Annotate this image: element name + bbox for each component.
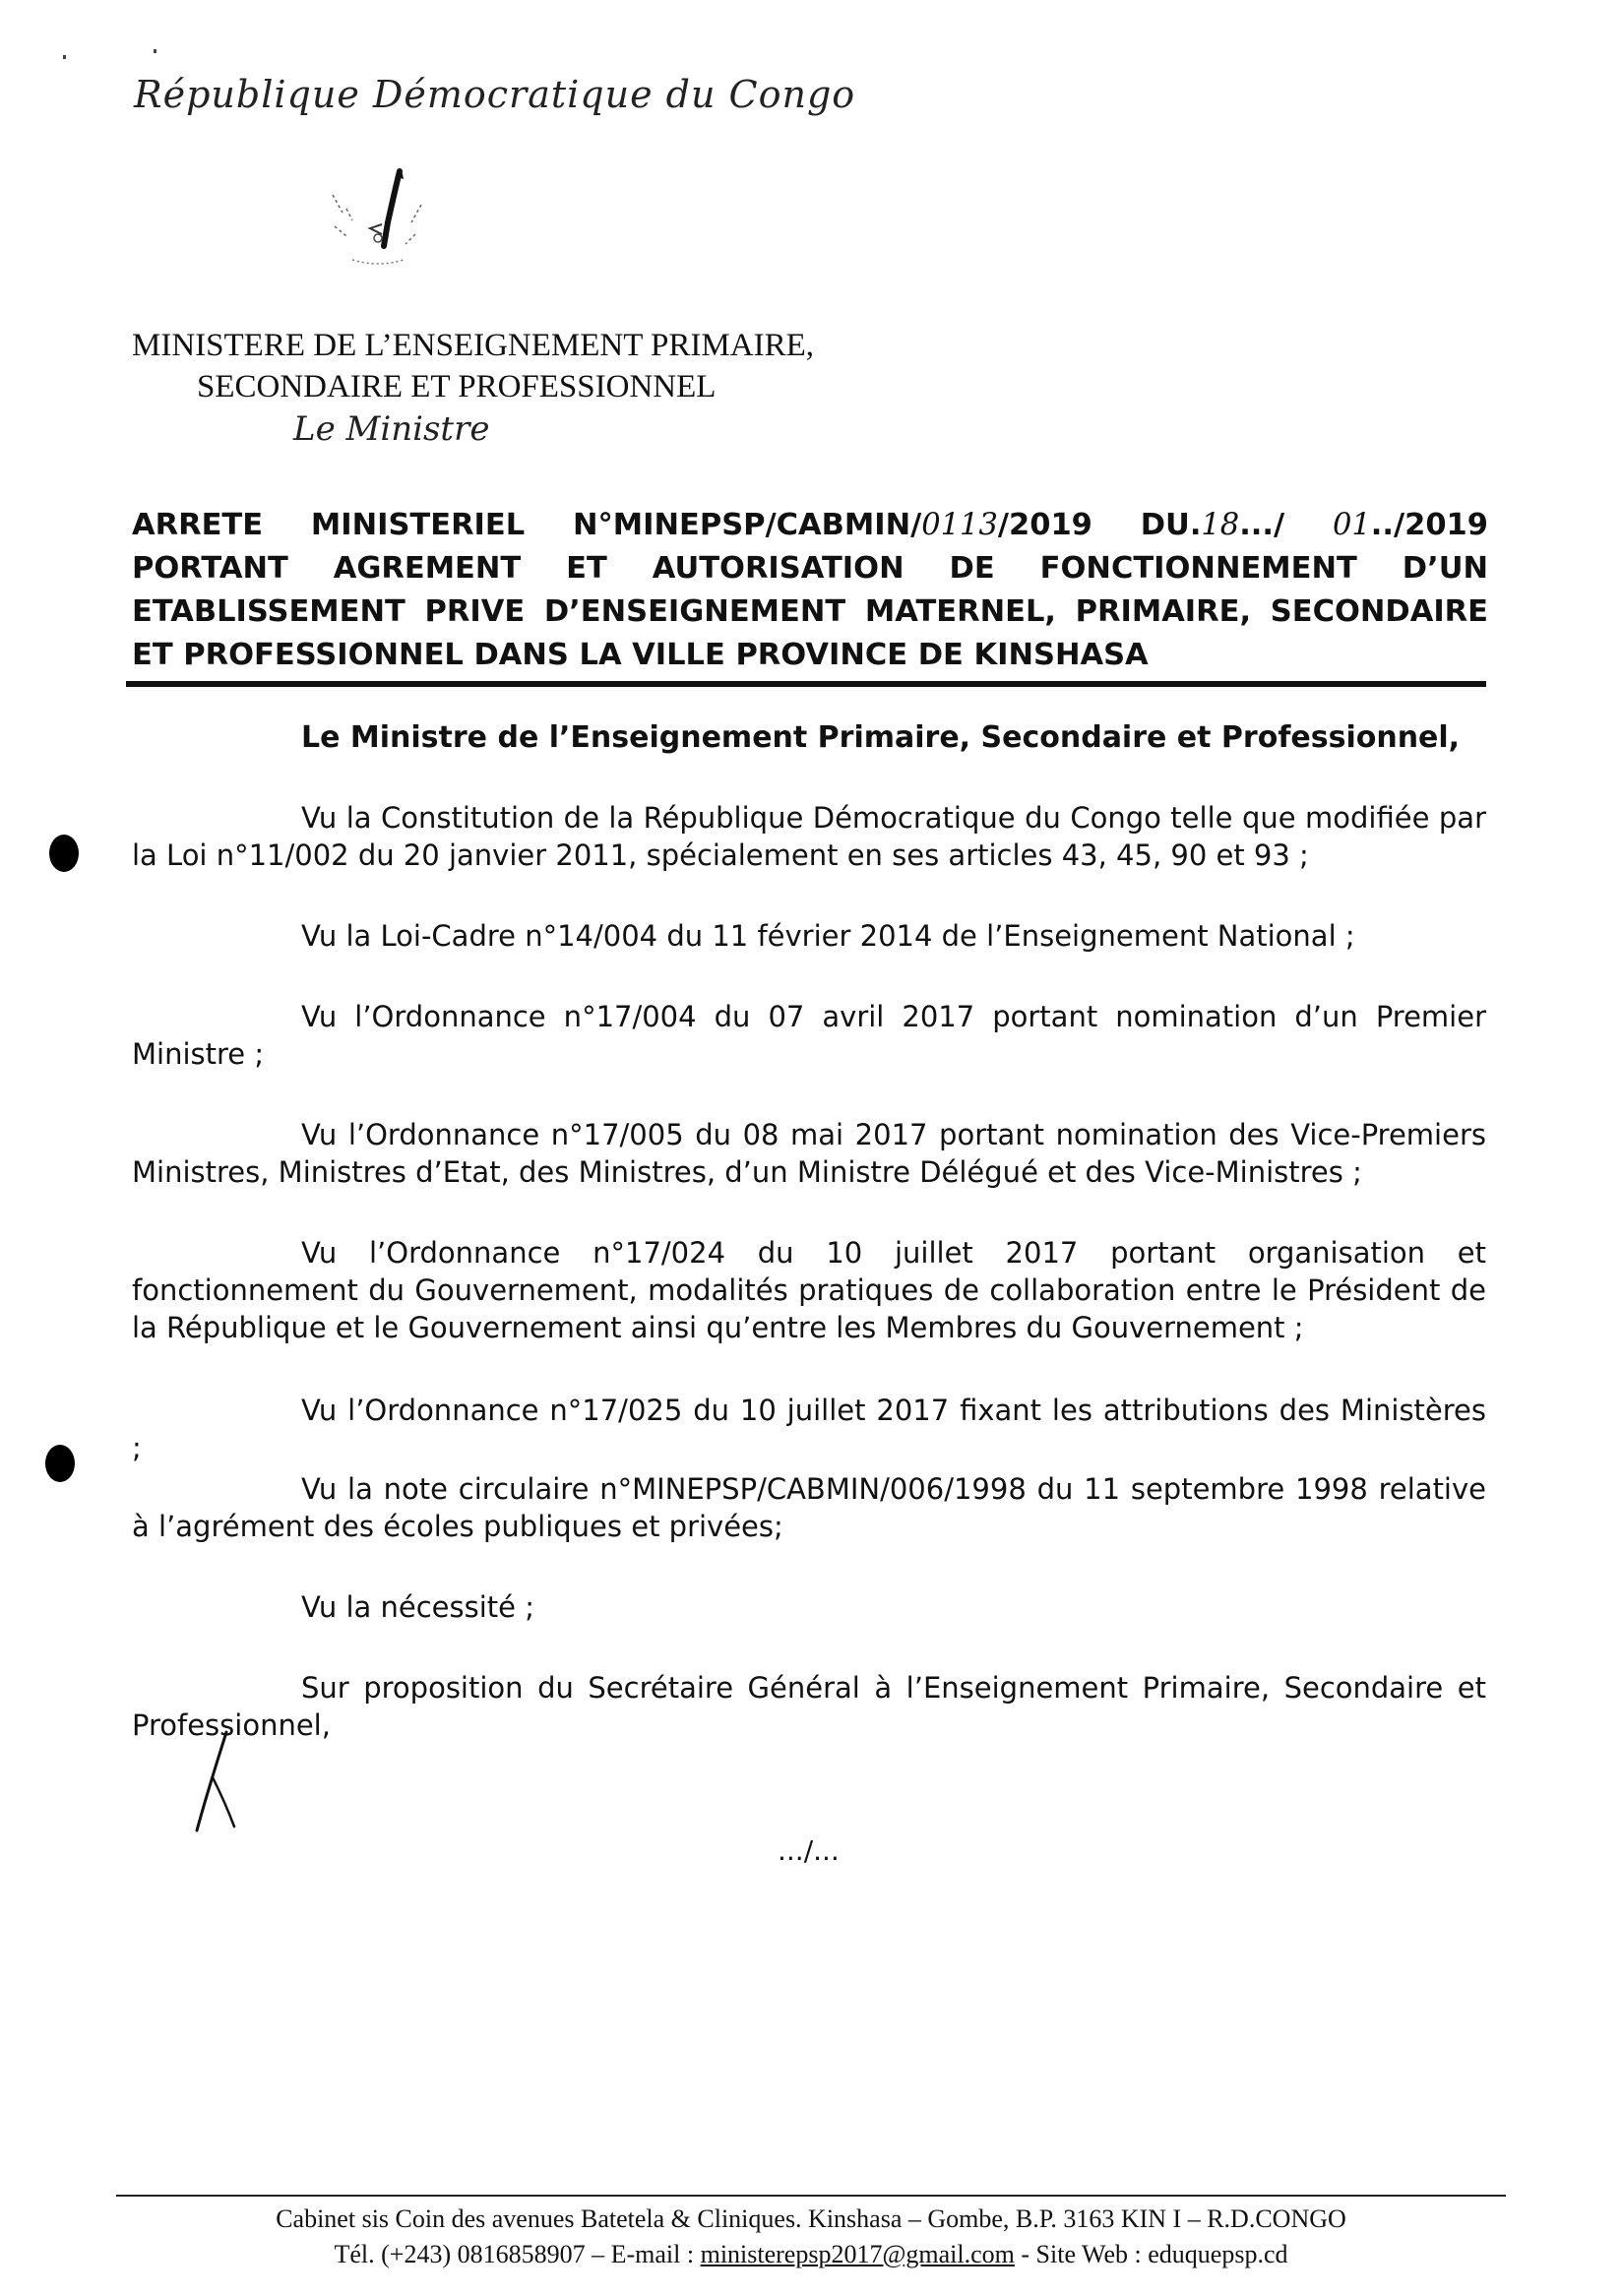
decree-title (132, 504, 1488, 677)
scan-speck (63, 55, 66, 59)
punch-hole-mark (45, 1445, 75, 1482)
decree-title-line-2: PORTANT AGREMENT ET AUTORISATION DE FONCTIONNEMENT D’UN (132, 551, 1488, 586)
footer-site-label: - Site Web : (1014, 2240, 1149, 2268)
preamble-paragraph (132, 799, 1486, 874)
decree-date-year: ../2019 (1370, 508, 1488, 542)
decree-number-handwritten: 0113 (921, 508, 998, 542)
decree-title-line-3: ETABLISSEMENT PRIVE D’ENSEIGNEMENT MATERNEL, PRIMAIRE, SECONDAIRE (132, 594, 1488, 629)
paragraph-first-line: Vu la nécessité ; (301, 1590, 534, 1624)
paragraph-continuation: Ministres, Ministres d’Etat, des Ministres, d’un Ministre Délégué et des Vice-Ministres ; (132, 1155, 1362, 1189)
paragraph-first-line: Vu l’Ordonnance n°17/005 du 08 mai 2017 portant nomination des Vice-Premiers (301, 1118, 1486, 1151)
coat-of-arms-emblem (313, 165, 441, 283)
paragraph-first-line: Vu l’Ordonnance n°17/025 du 10 juillet 2017 fixant les attributions des Ministères ; (132, 1394, 1486, 1464)
preamble-paragraph (132, 1470, 1486, 1545)
title-underline (126, 681, 1486, 687)
paragraph-first-line: Vu l’Ordonnance n°17/024 du 10 juillet 2017 portant organisation et (301, 1236, 1486, 1270)
paragraph-first-line: Sur proposition du Secrétaire Général à l’Enseignement Primaire, Secondaire et (301, 1671, 1486, 1705)
paragraph-continuation: Ministre ; (132, 1037, 265, 1071)
decree-day-handwritten: 18 (1201, 508, 1240, 542)
paragraph-first-line: Vu la Loi-Cadre n°14/004 du 11 février 2014 de l’Enseignement National ; (301, 919, 1355, 953)
footer-divider (116, 2195, 1506, 2197)
decree-title-line-1 (132, 504, 1488, 547)
date-separator: .../ (1239, 508, 1285, 542)
le-ministre-label: Le Ministre (293, 409, 490, 449)
paragraph-first-line: Vu la Constitution de la République Démocratique du Congo telle que modifiée par (301, 801, 1486, 835)
footer-contact (0, 2240, 1622, 2269)
footer-email-link[interactable]: ministerepsp2017@gmail.com (700, 2240, 1015, 2268)
decree-month-handwritten: 01 (1332, 508, 1371, 542)
paragraph-first-line: Vu la note circulaire n°MINEPSP/CABMIN/006/1998 du 11 septembre 1998 relative (301, 1472, 1486, 1506)
minister-preamble-heading: Le Ministre de l’Enseignement Primaire, Secondaire et Professionnel, (301, 720, 1461, 755)
footer-phone: Tél. (+243) 0816858907 – E-mail : (334, 2240, 701, 2268)
continued-marker: .../... (778, 1834, 840, 1867)
ministry-line-1: MINISTERE DE L’ENSEIGNEMENT PRIMAIRE, (132, 328, 814, 363)
paragraph-continuation: fonctionnement du Gouvernement, modalités pratiques de collaboration entre le Président de la République et le Gouvernement ainsi qu’entre les Membres du Gouvernement ; (132, 1273, 1486, 1344)
preamble-paragraph (132, 1116, 1486, 1191)
preamble-paragraph (132, 917, 1486, 955)
ministry-line-2: SECONDAIRE ET PROFESSIONNEL (197, 369, 717, 404)
paragraph-continuation: la Loi n°11/002 du 20 janvier 2011, spécialement en ses articles 43, 45, 90 et 93 ; (132, 838, 1309, 872)
preamble-paragraph (132, 1392, 1486, 1466)
preamble-paragraph (132, 1234, 1486, 1346)
ministry-name (132, 325, 814, 407)
paragraph-continuation: Professionnel, (132, 1708, 331, 1742)
footer-website: eduquepsp.cd (1148, 2240, 1288, 2268)
preamble-paragraph (132, 1669, 1486, 1744)
republic-heading: République Démocratique du Congo (134, 73, 856, 116)
scan-speck (154, 49, 156, 53)
punch-hole-mark (49, 835, 79, 872)
footer-address: Cabinet sis Coin des avenues Batetela & Cliniques. Kinshasa – Gombe, B.P. 3163 KIN I – R.D.CONGO (276, 2204, 1346, 2233)
decree-year: /2019 DU. (997, 508, 1202, 542)
preamble-paragraph (132, 998, 1486, 1073)
paragraph-first-line: Vu l’Ordonnance n°17/004 du 07 avril 2017 portant nomination d’un Premier (301, 1000, 1486, 1033)
paraph-initial-mark (183, 1728, 242, 1836)
preamble-paragraph (132, 1588, 1486, 1626)
decree-title-line-4: ET PROFESSIONNEL DANS LA VILLE PROVINCE DE KINSHASA (132, 638, 1149, 672)
paragraph-continuation: à l’agrément des écoles publiques et privées; (132, 1510, 783, 1543)
decree-reference: ARRETE MINISTERIEL N°MINEPSP/CABMIN/ (132, 508, 922, 542)
